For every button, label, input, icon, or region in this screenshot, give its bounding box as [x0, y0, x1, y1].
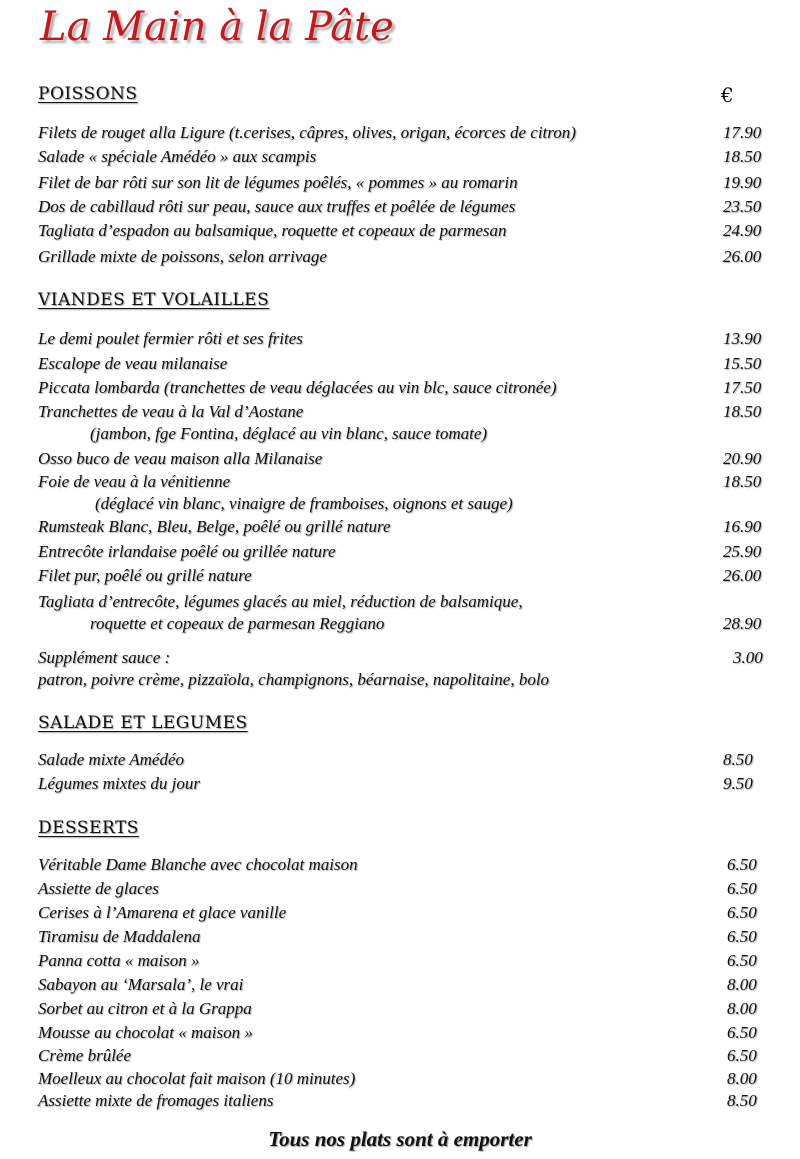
item-price: 9.50 [723, 774, 753, 793]
menu-item [0, 855, 800, 877]
supplement-options-text: patron, poivre crème, pizzaïola, champignons, béarnaise, napolitaine, bolo [38, 670, 550, 689]
supplement-sauce [0, 648, 800, 670]
item-price: 17.50 [723, 378, 762, 397]
item-name: Osso buco de veau maison alla Milanaise [38, 449, 323, 468]
item-name: Entrecôte irlandaise poêlé ou grillée nature [38, 542, 336, 561]
item-price: 18.50 [723, 147, 762, 166]
item-price: 18.50 [723, 472, 762, 491]
menu-item [0, 1046, 800, 1068]
item-name: Assiette mixte de fromages italiens [38, 1091, 274, 1110]
item-name: Tranchettes de veau à la Val d’Aostane [38, 402, 304, 421]
item-name: Légumes mixtes du jour [38, 774, 200, 793]
item-detail: (jambon, fge Fontina, déglacé au vin blanc, sauce tomate) [90, 424, 488, 443]
section-heading-desserts: DESSERTS [38, 818, 139, 838]
item-name: Panna cotta « maison » [38, 951, 200, 970]
item-price: 8.00 [727, 999, 757, 1018]
menu-item [0, 879, 800, 901]
item-price: 25.90 [723, 542, 762, 561]
item-price: 8.00 [727, 975, 757, 994]
item-price: 13.90 [723, 329, 762, 348]
item-price: 15.50 [723, 354, 762, 373]
currency-euro-icon: € [721, 83, 734, 107]
menu-item [0, 1023, 800, 1045]
section-heading-viandes: VIANDES ET VOLAILLES [38, 290, 270, 310]
item-name: Sabayon au ‘Marsala’, le vrai [38, 975, 244, 994]
item-price: 6.50 [727, 879, 757, 898]
item-name: Salade « spéciale Amédéo » aux scampis [38, 147, 317, 166]
menu-item [0, 354, 800, 376]
item-price: 19.90 [723, 173, 762, 192]
item-name: Dos de cabillaud rôti sur peau, sauce aux truffes et poêlée de légumes [38, 197, 516, 216]
menu-item [0, 1091, 800, 1113]
restaurant-title: La Main à la Pâte [40, 4, 394, 50]
item-name: Piccata lombarda (tranchettes de veau déglacées au vin blc, sauce citronée) [38, 378, 557, 397]
menu-item [0, 517, 800, 539]
menu-item [0, 449, 800, 471]
section-heading-salades: SALADE ET LEGUMES [38, 713, 248, 733]
item-name: Rumsteak Blanc, Bleu, Belge, poêlé ou grillé nature [38, 517, 391, 536]
item-name: Filets de rouget alla Ligure (t.cerises, câpres, olives, origan, écorces de citron) [38, 123, 576, 142]
item-name: Filet pur, poêlé ou grillé nature [38, 566, 252, 585]
item-price: 23.50 [723, 197, 762, 216]
supplement-options [0, 670, 800, 692]
section-heading-poissons: POISSONS [38, 84, 138, 104]
item-name: Tagliata d’entrecôte, légumes glacés au miel, réduction de balsamique, [38, 592, 523, 611]
item-price: 20.90 [723, 449, 762, 468]
supplement-label: Supplément sauce : [38, 648, 171, 667]
item-price: 6.50 [727, 1046, 757, 1065]
menu-item [0, 927, 800, 949]
item-price: 6.50 [727, 855, 757, 874]
menu-item [0, 221, 800, 243]
item-price: 6.50 [727, 927, 757, 946]
menu-item [0, 903, 800, 925]
item-price: 8.50 [727, 1091, 757, 1110]
menu-item [0, 402, 800, 424]
menu-item [0, 774, 800, 796]
item-name: Le demi poulet fermier rôti et ses frites [38, 329, 303, 348]
item-name: Filet de bar rôti sur son lit de légumes poêlés, « pommes » au romarin [38, 173, 518, 192]
item-price: 8.00 [727, 1069, 757, 1088]
item-name: Tiramisu de Maddalena [38, 927, 201, 946]
menu-item [0, 1069, 800, 1091]
menu-item [0, 147, 800, 169]
menu-item [0, 566, 800, 588]
item-price: 26.00 [723, 566, 762, 585]
menu-item [0, 750, 800, 772]
item-name: Mousse au chocolat « maison » [38, 1023, 253, 1042]
item-name: Sorbet au citron et à la Grappa [38, 999, 252, 1018]
menu-item [0, 247, 800, 269]
item-name: Tagliata d’espadon au balsamique, roquette et copeaux de parmesan [38, 221, 507, 240]
menu-item [0, 329, 800, 351]
item-name: Cerises à l’Amarena et glace vanille [38, 903, 287, 922]
menu-item-detail [0, 614, 800, 636]
item-name: Assiette de glaces [38, 879, 159, 898]
item-name: Salade mixte Amédéo [38, 750, 185, 769]
item-name: Foie de veau à la vénitienne [38, 472, 231, 491]
item-price: 18.50 [723, 402, 762, 421]
item-price: 6.50 [727, 951, 757, 970]
item-name: Crème brûlée [38, 1046, 132, 1065]
item-price: 16.90 [723, 517, 762, 536]
item-price: 6.50 [727, 1023, 757, 1042]
menu-item [0, 472, 800, 494]
supplement-price: 3.00 [733, 648, 763, 667]
takeaway-notice: Tous nos plats sont à emporter [268, 1127, 532, 1151]
item-price: 8.50 [723, 750, 753, 769]
item-price: 26.00 [723, 247, 762, 266]
menu-item [0, 173, 800, 195]
menu-item-detail [0, 424, 800, 446]
menu-item [0, 999, 800, 1021]
item-detail: roquette et copeaux de parmesan Reggiano [90, 614, 385, 633]
menu-item [0, 592, 800, 614]
menu-item [0, 975, 800, 997]
item-price: 6.50 [727, 903, 757, 922]
menu-item [0, 542, 800, 564]
menu-item [0, 197, 800, 219]
menu-item [0, 951, 800, 973]
item-price: 24.90 [723, 221, 762, 240]
item-price: 17.90 [723, 123, 762, 142]
menu-item [0, 123, 800, 145]
item-name: Escalope de veau milanaise [38, 354, 228, 373]
item-price: 28.90 [723, 614, 762, 633]
item-name: Moelleux au chocolat fait maison (10 minutes) [38, 1069, 356, 1088]
item-detail: (déglacé vin blanc, vinaigre de framboises, oignons et sauge) [95, 494, 513, 513]
menu-item-detail [0, 494, 800, 516]
item-name: Véritable Dame Blanche avec chocolat maison [38, 855, 358, 874]
item-name: Grillade mixte de poissons, selon arrivage [38, 247, 327, 266]
menu-item [0, 378, 800, 400]
